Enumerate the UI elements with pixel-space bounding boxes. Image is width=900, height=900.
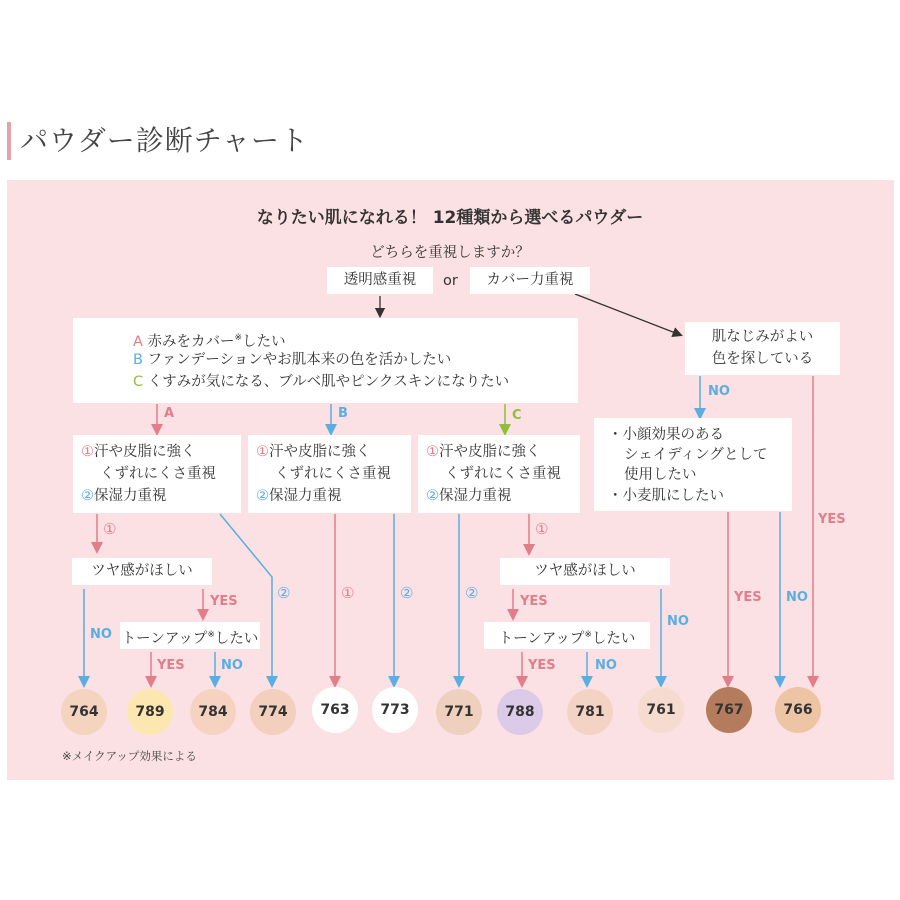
cover-no-label: NO — [708, 384, 730, 399]
goal-a-text: 赤みをカバー — [147, 333, 235, 350]
cover-option-line1: ・小顔効果のある — [608, 427, 724, 443]
priority-c-line2: くずれにくさ重視 — [445, 466, 561, 482]
footnote: ※メイクアップ効果による — [62, 749, 197, 763]
result-code: 781 — [575, 704, 605, 720]
gloss-question-c: ツヤ感がほしい — [534, 563, 636, 579]
gloss-c-no-label: NO — [667, 614, 689, 629]
goal-a-mark: ※ — [234, 333, 243, 343]
marker-b-2: ② — [400, 584, 414, 602]
toneup-a-mark: ※ — [207, 630, 215, 640]
branch-label-c: C — [512, 408, 522, 423]
toneup-c-no-label: NO — [595, 658, 617, 673]
result-circle — [61, 689, 107, 735]
priority-b-line1 — [256, 441, 371, 463]
result-code: 784 — [198, 704, 228, 720]
branch-label-a: A — [164, 406, 175, 421]
priority-a-mark1: ① — [81, 444, 94, 460]
priority-b-text1: 汗や皮脂に強く — [269, 444, 371, 460]
priority-c-text1: 汗や皮脂に強く — [439, 444, 541, 460]
result-code: 773 — [380, 702, 410, 718]
gloss-c-yes-label: YES — [520, 594, 548, 609]
toneup-question-box-c — [484, 622, 650, 649]
choice-clarity-label: 透明感重視 — [343, 272, 417, 288]
marker-c-2: ② — [465, 584, 479, 602]
gloss-question-a: ツヤ感がほしい — [91, 563, 193, 579]
priority-a-text1: 汗や皮脂に強く — [94, 444, 196, 460]
marker-b-1: ① — [341, 584, 355, 602]
toneup-c-text: トーンアップ — [498, 630, 585, 647]
priority-box-c — [418, 435, 580, 513]
result-circle — [706, 687, 752, 733]
cover-option-line3: 使用したい — [624, 467, 697, 483]
arrow-cover — [575, 294, 678, 334]
cover-question-line1: 肌なじみがよい — [711, 329, 814, 345]
goals-box — [73, 318, 578, 403]
goal-c-letter: C — [133, 374, 144, 390]
toneup-question-c — [484, 624, 650, 650]
result-circle — [638, 687, 684, 733]
choice-cover-box — [470, 267, 590, 294]
priority-b-mark1: ① — [256, 444, 269, 460]
result-code: 789 — [135, 704, 165, 720]
choice-cover-label: カバー力重視 — [486, 272, 574, 288]
goal-a-tail: したい — [242, 333, 286, 350]
priority-box-a — [73, 435, 241, 513]
toneup-question-box-a — [120, 622, 260, 649]
result-code: 774 — [258, 704, 288, 720]
result-circle — [436, 689, 482, 735]
cover-option-line4: ・小麦肌にしたい — [608, 488, 724, 504]
result-code: 771 — [444, 704, 474, 720]
priority-a-line1 — [81, 441, 196, 463]
result-code: 788 — [505, 704, 535, 720]
gloss-question-box-c — [500, 558, 670, 585]
result-circle — [567, 689, 613, 735]
priority-c-text2: 保湿力重視 — [439, 488, 512, 504]
gloss-question-box-a — [72, 558, 212, 585]
page-title: パウダー診断チャート — [20, 124, 309, 157]
goal-b — [133, 349, 451, 371]
priority-c-line1 — [426, 441, 541, 463]
result-code: 764 — [69, 704, 99, 720]
toneup-a-text: トーンアップ — [121, 630, 208, 647]
goal-c — [133, 371, 509, 393]
result-circle — [497, 689, 543, 735]
toneup-a-no-label: NO — [221, 658, 243, 673]
headline: なりたい肌になれる！ 12種類から選べるパウダー — [256, 208, 644, 228]
options-no-label: NO — [786, 590, 808, 605]
result-code: 767 — [714, 702, 744, 718]
cover-question-line2: 色を探している — [711, 351, 814, 367]
priority-b-line2: くずれにくさ重視 — [275, 466, 391, 482]
priority-c-mark2: ② — [426, 488, 439, 504]
priority-a-text2: 保湿力重視 — [94, 488, 167, 504]
priority-b-mark2: ② — [256, 488, 269, 504]
result-circle — [127, 689, 173, 735]
goal-c-text: くすみが気になる、ブルベ肌やピンクスキンになりたい — [147, 374, 510, 390]
result-circle — [250, 689, 296, 735]
marker-a-2: ② — [277, 584, 291, 602]
priority-a-line3 — [81, 485, 167, 507]
toneup-c-yes-label: YES — [528, 658, 556, 673]
goal-b-letter: B — [133, 352, 143, 368]
goal-a-letter: A — [133, 333, 143, 350]
priority-b-line3 — [256, 485, 342, 507]
priority-c-mark1: ① — [426, 444, 439, 460]
priority-a-mark2: ② — [81, 488, 94, 504]
marker-c-1: ① — [535, 520, 549, 538]
priority-box-b — [248, 435, 411, 513]
result-code: 761 — [646, 702, 676, 718]
priority-c-line3 — [426, 485, 512, 507]
goal-b-text: ファンデーションやお肌本来の色を活かしたい — [147, 352, 452, 368]
question: どちらを重視しますか？ — [370, 245, 530, 261]
options-yes-label: YES — [734, 590, 762, 605]
branch-label-b: B — [338, 406, 348, 421]
cover-yes-label: YES — [818, 512, 846, 527]
choice-or: or — [443, 273, 458, 289]
toneup-question-a — [120, 624, 260, 650]
toneup-a-tail: したい — [214, 630, 259, 647]
result-code: 766 — [783, 702, 813, 718]
toneup-c-tail: したい — [591, 630, 636, 647]
result-circle — [372, 687, 418, 733]
gloss-a-no-label: NO — [90, 627, 112, 642]
marker-a-1: ① — [103, 520, 117, 538]
cover-options-box — [594, 418, 792, 511]
result-code: 763 — [320, 702, 350, 718]
result-circle — [775, 687, 821, 733]
gloss-a-yes-label: YES — [210, 594, 238, 609]
result-circle — [312, 687, 358, 733]
cover-question-box — [685, 322, 840, 375]
result-circle — [190, 689, 236, 735]
cover-option-line2: シェイディングとして — [624, 447, 768, 463]
priority-a-line2: くずれにくさ重視 — [100, 466, 216, 482]
toneup-c-mark: ※ — [584, 630, 592, 640]
priority-b-text2: 保湿力重視 — [269, 488, 342, 504]
toneup-a-yes-label: YES — [157, 658, 185, 673]
choice-clarity-box — [327, 267, 433, 294]
